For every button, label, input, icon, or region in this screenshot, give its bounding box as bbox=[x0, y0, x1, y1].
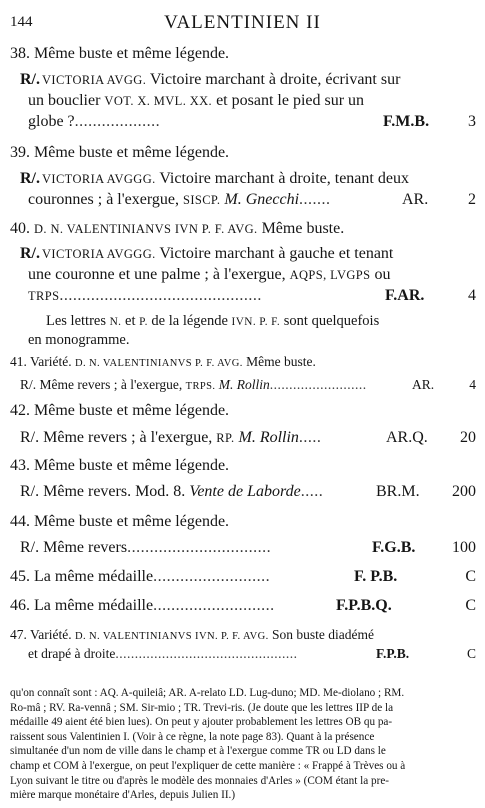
entry-39-obverse: 39. Même buste et même légende. bbox=[10, 144, 230, 161]
rarity-value: 20 bbox=[460, 429, 476, 446]
footnote-line: champ et COM à l'exergue, on peut l'expliquer de cette manière : « Frappé à Trèves ou à bbox=[10, 759, 406, 772]
metal-size: F.P.B.Q. bbox=[336, 597, 392, 614]
footnote-line: qu'on connaît sont : AQ. A-quileiâ; AR. A-relato LD. Lug-duno; MD. Me-diolano ; RM. bbox=[10, 687, 405, 699]
footnote bbox=[10, 686, 475, 803]
entry-40-reverse-line1: R/. VICTORIA AVGGG. Victoire marchant à gauche et tenant bbox=[20, 245, 394, 262]
entry-38-reverse-line1: R/. VICTORIA AVGG. Victoire marchant à droite, écrivant sur bbox=[20, 71, 401, 88]
entry-47-line1: 47. Variété. D. N. VALENTINIANVS IVN. P. F. AVG. Son buste diadémé bbox=[10, 627, 375, 642]
entry-40-reverse-line3: TRPS............................................. F.AR. 4 bbox=[28, 287, 476, 304]
metal-size: F.M.B. bbox=[383, 113, 430, 130]
entry-38-reverse-line3: globe ?................... F.M.B. 3 bbox=[28, 113, 476, 130]
entry-38-reverse-line2: un bouclier VOT. X. MVL. XX. et posant le pied sur un bbox=[28, 92, 365, 109]
metal-size: AR. bbox=[412, 377, 435, 392]
entry-42-reverse: R/. Même revers ; à l'exergue, RP. M. Rollin..... AR.Q. 20 bbox=[20, 429, 476, 446]
footnote-line: Lyon suivant le titre ou d'après le modèle des monnaies d'Arles » (COM étant la pre- bbox=[10, 774, 390, 787]
rarity-value: 2 bbox=[468, 191, 476, 208]
entry-44-reverse: R/. Même revers................................ F.G.B. 100 bbox=[20, 539, 476, 556]
entry-44-obverse: 44. Même buste et même légende. bbox=[10, 513, 230, 530]
entry-45: 45. La même médaille.......................... F. P.B. C bbox=[10, 568, 476, 585]
entry-40-obverse: 40. D. N. VALENTINIANVS IVN P. F. AVG. Même buste. bbox=[10, 220, 345, 237]
entry-40-note-line2: en monogramme. bbox=[28, 332, 130, 348]
rarity-value: 100 bbox=[452, 539, 476, 556]
entry-42-obverse: 42. Même buste et même légende. bbox=[10, 402, 230, 419]
rarity-value: 4 bbox=[468, 287, 476, 304]
reverse-symbol: R/. bbox=[20, 245, 40, 262]
rarity-value: C bbox=[465, 597, 476, 614]
footnote-line: raissent sous Valentinien I. (Voir à ce règne, la note page 83). Quant à la présence bbox=[10, 730, 375, 743]
reverse-symbol: R/. bbox=[20, 71, 40, 88]
entry-43-reverse: R/. Même revers. Mod. 8. Vente de Laborde..... BR.M. 200 bbox=[20, 483, 476, 500]
footnote-line: mière marque monétaire d'Arles, depuis Julien II.) bbox=[10, 789, 236, 802]
entry-41-reverse: R/. Même revers ; à l'exergue, TRPS. M. Rollin......................... AR. 4 bbox=[20, 377, 476, 392]
footnote-line: médaille 49 aient été bien lues). On peut y ajouter probablement les lettres OB qu pa- bbox=[10, 716, 393, 729]
entry-40-reverse-line2: une couronne et une palme ; à l'exergue, AQPS, LVGPS ou bbox=[28, 266, 391, 283]
entry-43-obverse: 43. Même buste et même légende. bbox=[10, 457, 230, 474]
entry-40-note-line1: Les lettres N. et P. de la légende IVN. P. F. sont quelquefois bbox=[46, 313, 380, 329]
metal-size: F.G.B. bbox=[372, 539, 416, 556]
metal-size: F.P.B. bbox=[376, 646, 410, 661]
metal-size: AR. bbox=[402, 191, 429, 208]
page-number: 144 bbox=[10, 14, 33, 30]
metal-size: BR.M. bbox=[376, 483, 420, 500]
footnote-line: Ro-mâ ; RV. Ra-vennâ ; SM. Sir-mio ; TR. Trevi-ris. (Je doute que les lettres IIP de la bbox=[10, 701, 394, 714]
metal-size: F. P.B. bbox=[354, 568, 398, 585]
rarity-value: 200 bbox=[452, 483, 476, 500]
entry-39-reverse-line2: couronnes ; à l'exergue, SISCP. M. Gnecchi....... AR. 2 bbox=[28, 191, 476, 208]
reverse-symbol: R/. bbox=[20, 170, 40, 187]
rarity-value: C bbox=[466, 646, 476, 661]
entry-39-reverse-line1: R/. VICTORIA AVGGG. Victoire marchant à droite, tenant deux bbox=[20, 170, 409, 187]
footnote-line: simultanée d'un nom de ville dans le champ et à l'exergue comme TR ou LD dans le bbox=[10, 745, 386, 758]
rarity-value: 3 bbox=[468, 113, 476, 130]
entry-47-line2: et drapé à droite............................................... F.P.B. C bbox=[28, 646, 476, 661]
running-title: VALENTINIEN II bbox=[164, 12, 321, 33]
rarity-value: C bbox=[465, 568, 476, 585]
metal-size: F.AR. bbox=[385, 287, 425, 304]
page-header bbox=[8, 10, 477, 34]
entry-46: 46. La même médaille........................... F.P.B.Q. C bbox=[10, 597, 476, 614]
entry-38-obverse: 38. Même buste et même légende. bbox=[10, 45, 230, 62]
metal-size: AR.Q. bbox=[386, 429, 428, 446]
entry-41-obverse: 41. Variété. D. N. VALENTINIANVS P. F. AVG. Même buste. bbox=[10, 354, 316, 369]
rarity-value: 4 bbox=[469, 377, 476, 392]
